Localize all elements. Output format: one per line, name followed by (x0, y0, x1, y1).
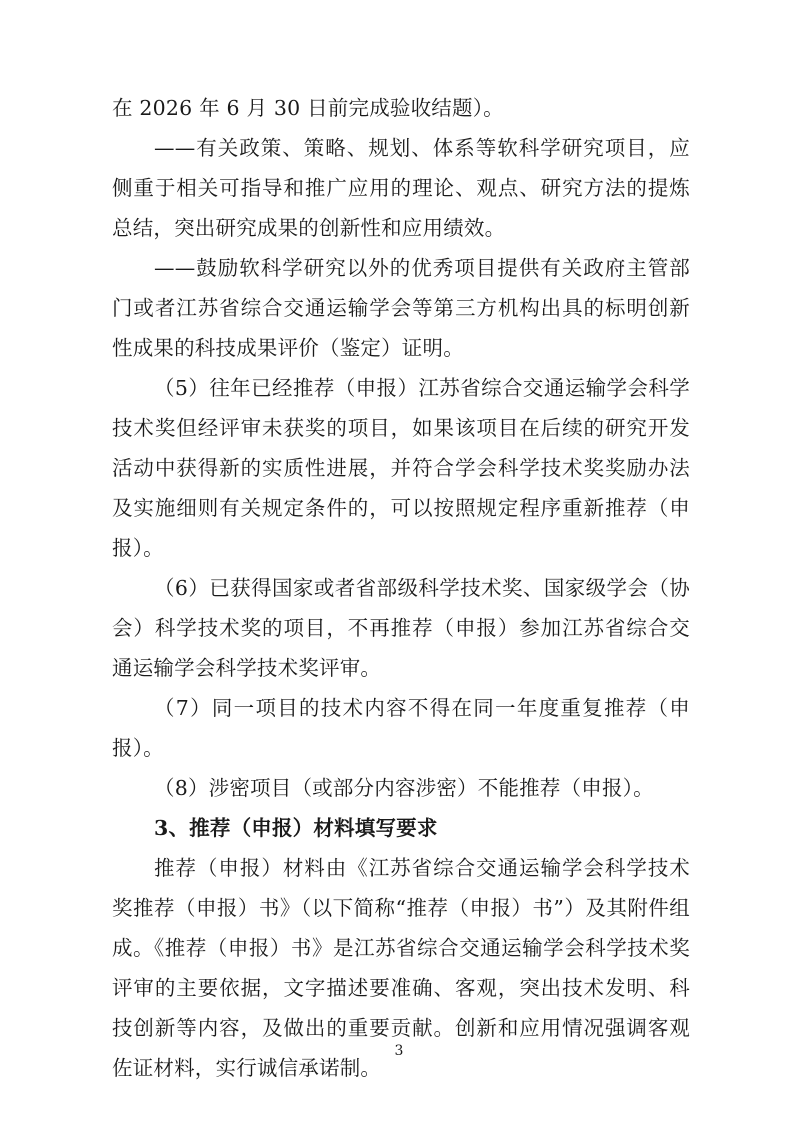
paragraph: （8）涉密项目（或部分内容涉密）不能推荐（申报）。 (154, 776, 654, 800)
document-body (112, 88, 690, 1088)
section-heading: 3、推荐（申报）材料填写要求 (154, 816, 438, 840)
paragraph: 推荐（申报）材料由《江苏省综合交通运输学会科学技术奖推荐（申报）书》（以下简称“推荐（申报）书”）及其附件组成。《推荐（申报）书》是江苏省综合交通运输学会科学技术奖评审的主要依据，文字描述要准确、客观，突出技术发明、科技创新等内容，及做出的重要贡献。创新和应用情况强调客观佐证材料，实行诚信承诺制。 (112, 856, 690, 1080)
paragraph: （7）同一项目的技术内容不得在同一年度重复推荐（申报）。 (112, 696, 690, 760)
paragraph: （6）已获得国家或者省部级科学技术奖、国家级学会（协会）科学技术奖的项目，不再推荐（申报）参加江苏省综合交通运输学会科学技术奖评审。 (112, 576, 690, 680)
paragraph: （5）往年已经推荐（申报）江苏省综合交通运输学会科学技术奖但经评审未获奖的项目，如果该项目在后续的研究开发活动中获得新的实质性进展，并符合学会科学技术奖奖励办法及实施细则有关规定条件的，可以按照规定程序重新推荐（申报）。 (112, 376, 690, 560)
page-number: 3 (394, 1043, 404, 1059)
paragraph: ——鼓励软科学研究以外的优秀项目提供有关政府主管部门或者江苏省综合交通运输学会等第三方机构出具的标明创新性成果的科技成果评价（鉴定）证明。 (112, 256, 690, 360)
paragraph: 在 2026 年 6 月 30 日前完成验收结题）。 (112, 96, 504, 120)
paragraph: ——有关政策、策略、规划、体系等软科学研究项目，应侧重于相关可指导和推广应用的理论、观点、研究方法的提炼总结，突出研究成果的创新性和应用绩效。 (112, 136, 690, 240)
